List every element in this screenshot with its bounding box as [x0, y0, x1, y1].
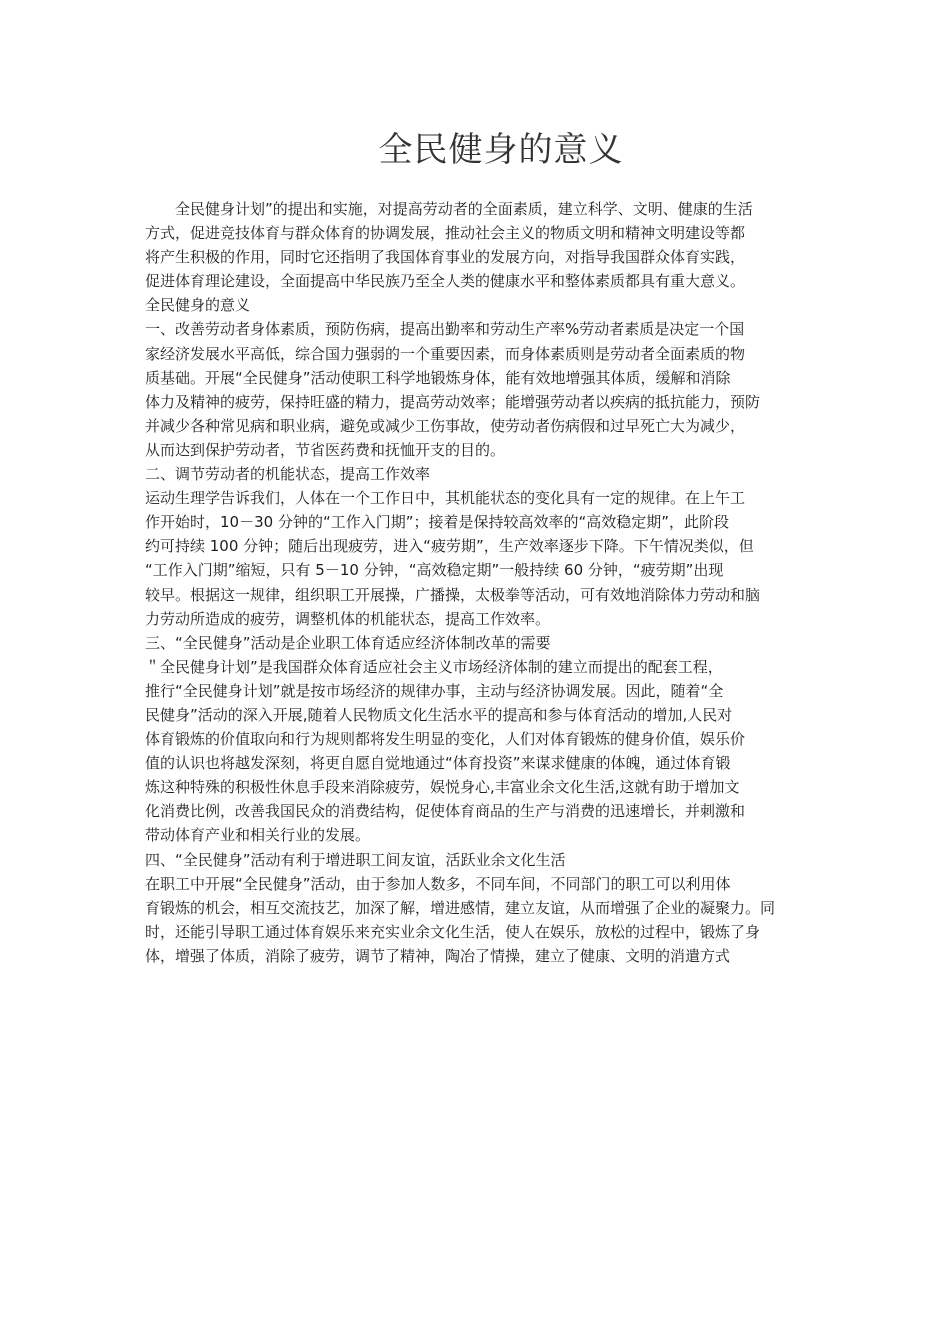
text-line: 值的认识也将越发深刻，将更自愿自觉地通过“体育投资”来谋求健康的体魄，通过体育锻: [145, 754, 731, 773]
text-line: 民健身”活动的深入开展,随着人民物质文化生活水平的提高和参与体育活动的增加,人民对: [145, 705, 733, 724]
document-title: 全民健身的意义: [378, 130, 624, 170]
text-line: 一、改善劳动者身体素质，预防伤病，提高出勤率和劳动生产率%劳动者素质是决定一个国: [145, 320, 745, 339]
document-body: [145, 197, 807, 968]
text-line: 从而达到保护劳动者，节省医药费和抚恤开支的目的。: [145, 440, 506, 459]
text-line: 将产生积极的作用，同时它还指明了我国体育事业的发展方向，对指导我国群众体育实践，: [145, 248, 746, 267]
text-line: 育锻炼的机会，相互交流技艺，加深了解，增进感情，建立友谊，从而增强了企业的凝聚力。同: [145, 898, 776, 917]
text-line: 体力及精神的疲劳，保持旺盛的精力，提高劳动效率；能增强劳动者以疾病的抵抗能力，预防: [145, 392, 761, 411]
text-line: 较早。根据这一规律，组织职工开展操，广播操，太极拳等活动，可有效地消除体力劳动和脑: [145, 585, 761, 604]
section-heading: 全民健身的意义: [145, 296, 251, 315]
text-line: 并减少各种常见病和职业病，避免或减少工伤事故，使劳动者伤病假和过早死亡大为减少，: [145, 416, 746, 435]
text-line: 力劳动所造成的疲劳，调整机体的机能状态，提高工作效率。: [145, 609, 551, 628]
section-heading: 二、调节劳动者的机能状态，提高工作效率: [145, 465, 431, 484]
section-heading: 四、“全民健身”活动有利于增进职工间友谊，活跃业余文化生活: [145, 850, 566, 869]
text-line: 时，还能引导职工通过体育娱乐来充实业余文化生活，使人在娱乐，放松的过程中，锻炼了身: [145, 922, 761, 941]
text-line: 促进体育理论建设，全面提高中华民族乃至全人类的健康水平和整体素质都具有重大意义。: [145, 272, 746, 291]
text-line: 家经济发展水平高低，综合国力强弱的一个重要因素，而身体素质则是劳动者全面素质的物: [145, 344, 746, 363]
text-line: 炼这种特殊的积极性休息手段来消除疲劳，娱悦身心,丰富业余文化生活,这就有助于增加文: [145, 778, 740, 797]
text-line: “工作入门期”缩短，只有 5－10 分钟，“高效稳定期”一般持续 60 分钟，“疲劳期”出现: [145, 561, 724, 580]
text-line: 带动体育产业和相关行业的发展。: [145, 826, 371, 845]
text-line: 质基础。开展“全民健身”活动使职工科学地锻炼身体，能有效地增强其体质，缓解和消除: [145, 368, 731, 387]
text-line: 化消费比例，改善我国民众的消费结构，促使体育商品的生产与消费的迅速增长，并刺激和: [145, 802, 746, 821]
text-line: 运动生理学告诉我们，人体在一个工作日中，其机能状态的变化具有一定的规律。在上午工: [145, 489, 746, 508]
text-line: 约可持续 100 分钟；随后出现疲劳，进入“疲劳期”，生产效率逐步下降。下午情况类似，但: [145, 537, 754, 556]
text-line: 全民健身计划”的提出和实施，对提高劳动者的全面素质，建立科学、文明、健康的生活: [175, 200, 753, 218]
text-line: 体，增强了体质，消除了疲劳，调节了精神，陶冶了情操，建立了健康、文明的消遣方式: [145, 946, 731, 965]
text-line: ＂全民健身计划”是我国群众体育适应社会主义市场经济体制的建立而提出的配套工程，: [145, 657, 723, 676]
text-line: 体育锻炼的价值取向和行为规则都将发生明显的变化，人们对体育锻炼的健身价值，娱乐价: [145, 730, 746, 749]
text-line: 推行“全民健身计划”就是按市场经济的规律办事，主动与经济协调发展。因此，随着“全: [145, 681, 724, 700]
text-line: 在职工中开展“全民健身”活动，由于参加人数多，不同车间，不同部门的职工可以利用体: [145, 874, 731, 893]
text-line: 方式，促进竞技体育与群众体育的协调发展，推动社会主义的物质文明和精神文明建设等都: [145, 224, 746, 243]
text-line: 作开始时，10－30 分钟的“工作入门期”；接着是保持较高效率的“高效稳定期”，此阶段: [145, 513, 730, 532]
section-heading: 三、“全民健身”活动是企业职工体育适应经济体制改革的需要: [145, 633, 551, 652]
